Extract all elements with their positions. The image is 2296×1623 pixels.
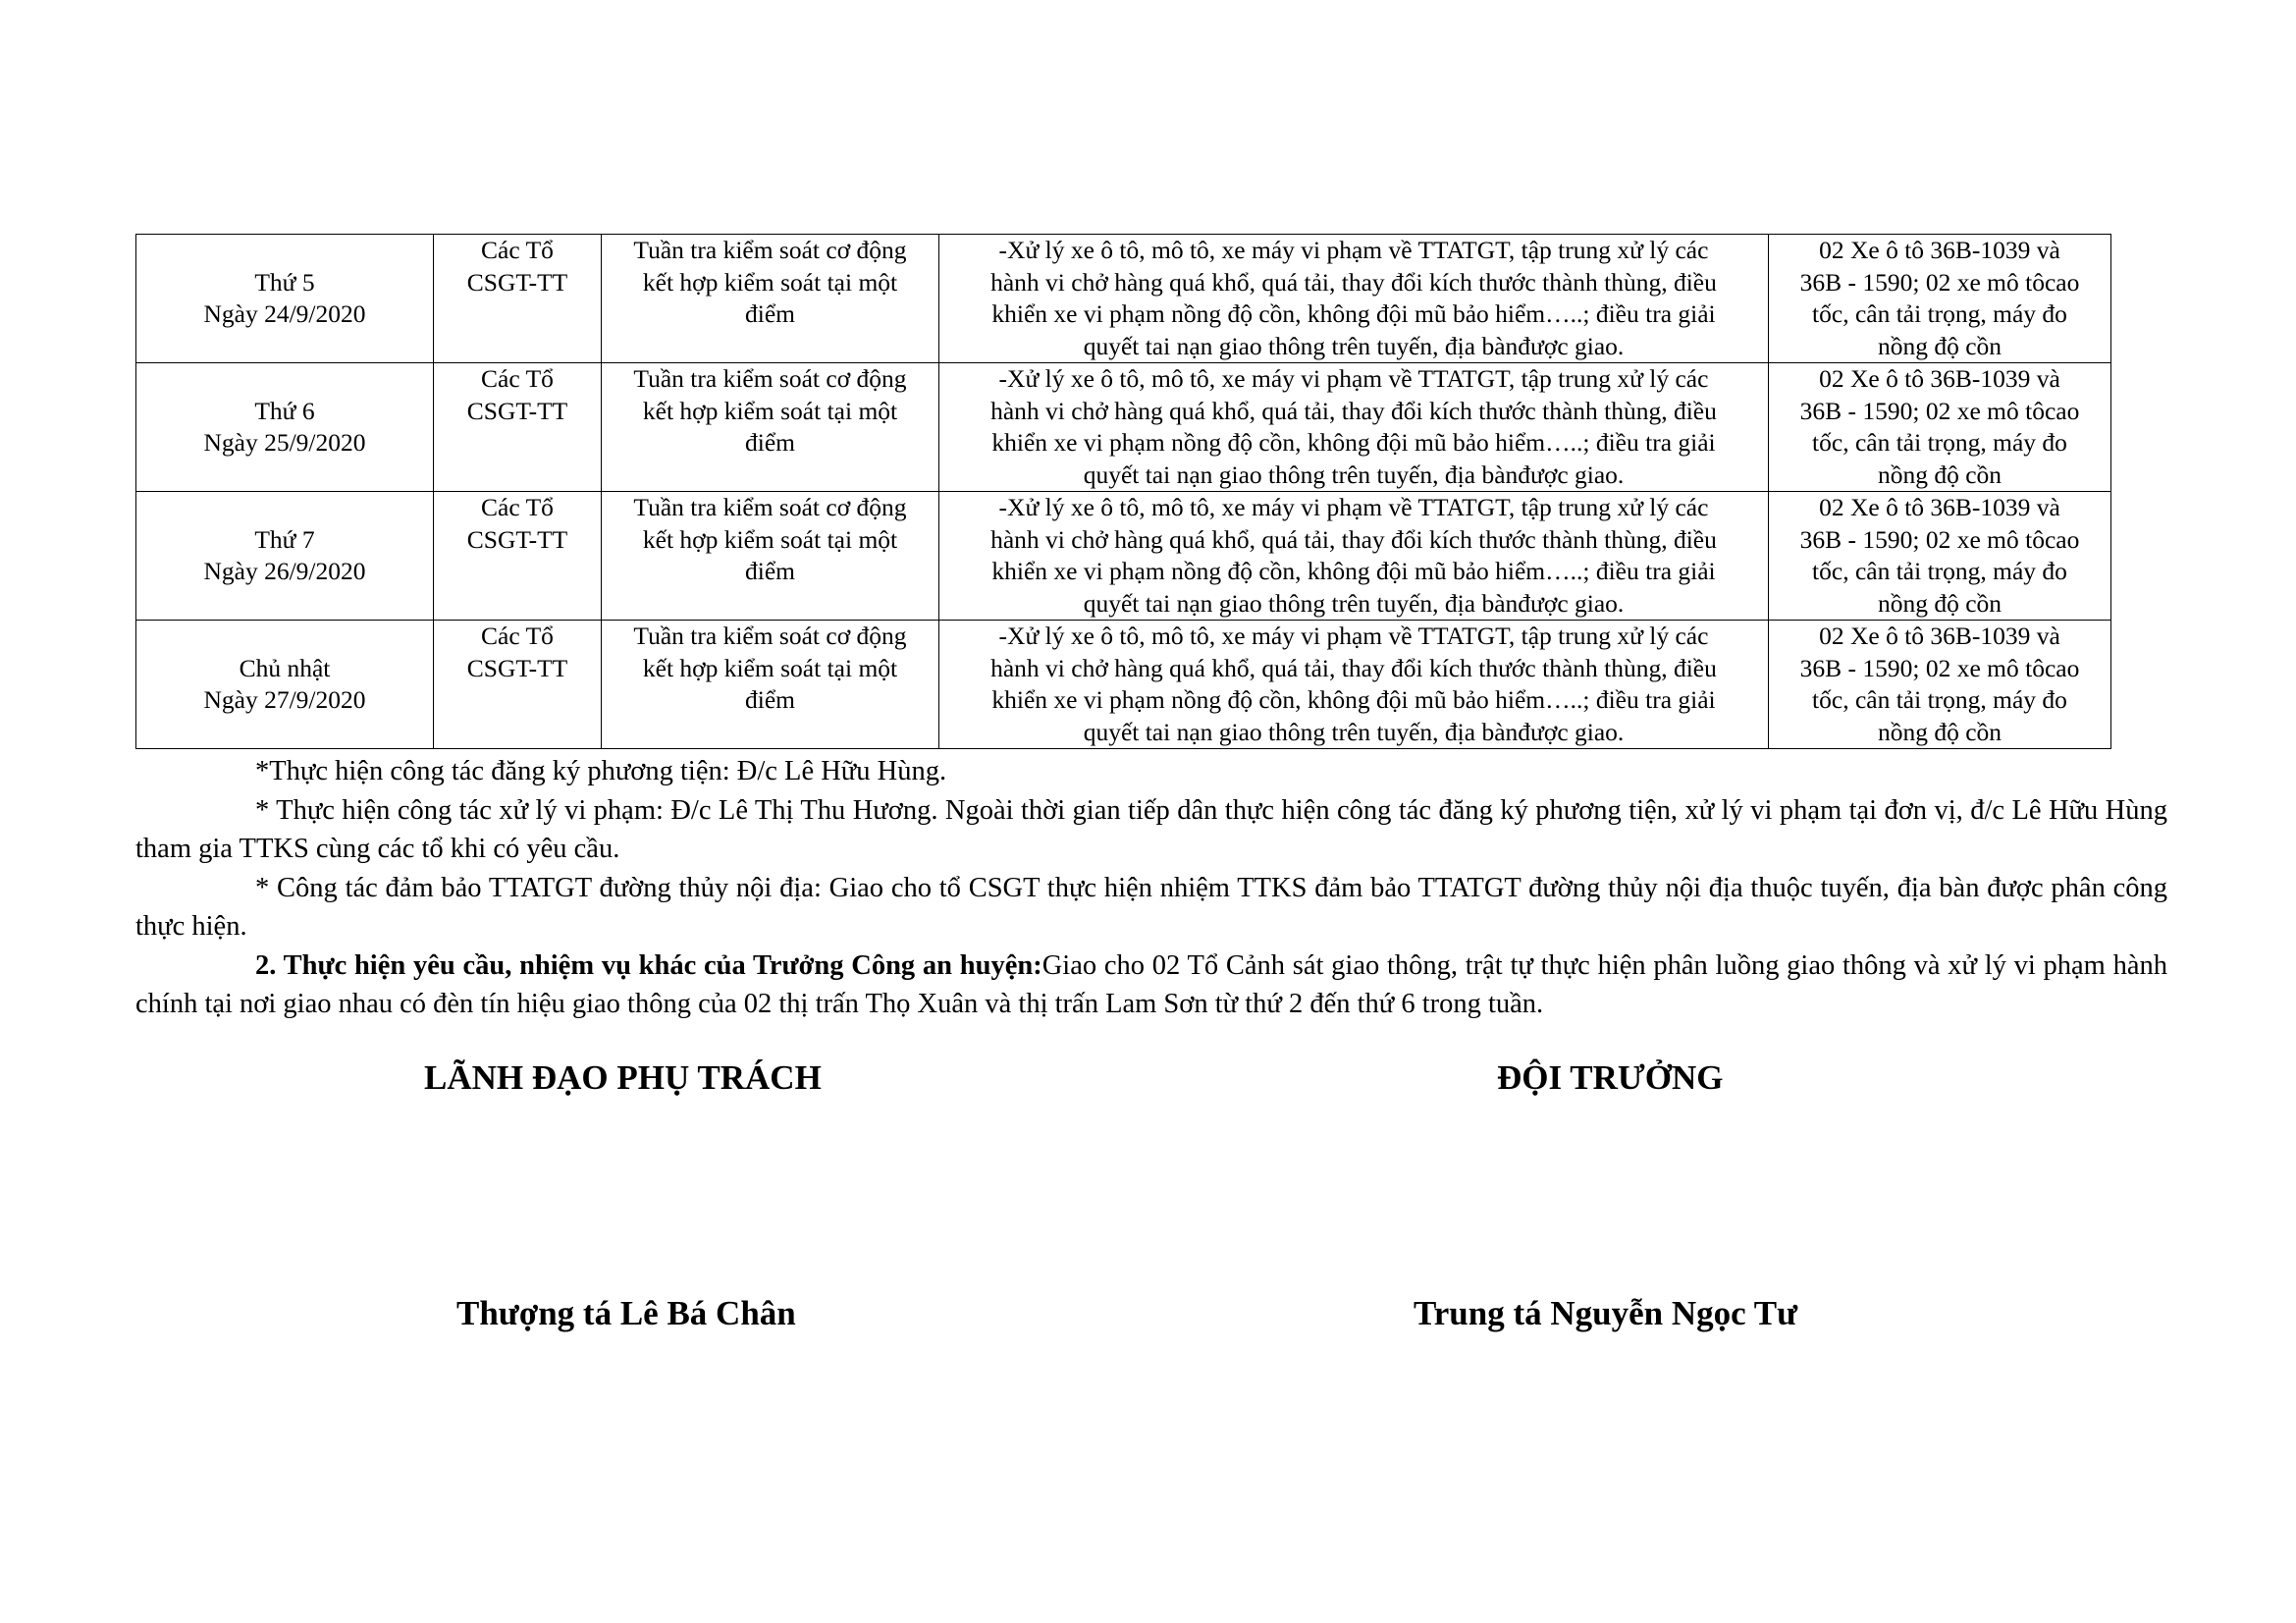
- content-cell: [939, 492, 1769, 621]
- unit-line: Các Tổ: [481, 236, 554, 264]
- table-row: [136, 363, 2111, 492]
- registration-note: *Thực hiện công tác đăng ký phương tiện: Đ/c Lê Hữu Hùng.: [255, 756, 947, 786]
- content-line: hành vi chở hàng quá khổ, quá tải, thay đổi kích thước thành thùng, điều: [990, 524, 1717, 554]
- table-row: [136, 235, 2111, 363]
- equipment-line: 02 Xe ô tô 36B-1039 và: [1819, 236, 2060, 264]
- content-line: -Xử lý xe ô tô, mô tô, xe máy vi phạm về TTATGT, tập trung xử lý các: [998, 364, 1709, 393]
- equipment-cell: [1769, 235, 2111, 363]
- form-line: điểm: [745, 428, 795, 457]
- equipment-line: 36B - 1590; 02 xe mô tôcao: [1799, 267, 2080, 297]
- form-cell: [602, 492, 939, 621]
- equipment-line: nồng độ cồn: [1877, 331, 2002, 360]
- notes-section: [135, 752, 2167, 1024]
- unit-line: CSGT-TT: [466, 524, 568, 554]
- date-label: Ngày 25/9/2020: [203, 428, 366, 457]
- unit-cell: [434, 235, 602, 363]
- day-cell: [136, 621, 434, 749]
- equipment-line: 02 Xe ô tô 36B-1039 và: [1819, 622, 2060, 650]
- equipment-line: tốc, cân tải trọng, máy đo: [1812, 299, 2067, 328]
- equipment-line: tốc, cân tải trọng, máy đo: [1812, 428, 2067, 457]
- content-line: -Xử lý xe ô tô, mô tô, xe máy vi phạm về TTATGT, tập trung xử lý các: [998, 493, 1709, 521]
- unit-line: CSGT-TT: [466, 267, 568, 297]
- content-line: -Xử lý xe ô tô, mô tô, xe máy vi phạm về TTATGT, tập trung xử lý các: [998, 622, 1709, 650]
- unit-cell: [434, 621, 602, 749]
- unit-line: CSGT-TT: [466, 653, 568, 682]
- date-label: Ngày 26/9/2020: [203, 557, 366, 585]
- unit-line: Các Tổ: [481, 364, 554, 393]
- table-row: [136, 492, 2111, 621]
- unit-cell: [434, 363, 602, 492]
- equipment-line: nồng độ cồn: [1877, 588, 2002, 618]
- form-line: kết hợp kiểm soát tại một: [642, 653, 898, 682]
- equipment-line: nồng độ cồn: [1877, 460, 2002, 489]
- form-line: Tuần tra kiểm soát cơ động: [633, 364, 907, 393]
- schedule-body: [136, 235, 2111, 749]
- day-label: Thứ 6: [254, 396, 315, 425]
- content-line: -Xử lý xe ô tô, mô tô, xe máy vi phạm về TTATGT, tập trung xử lý các: [998, 236, 1709, 264]
- equipment-cell: [1769, 621, 2111, 749]
- table-row: [136, 621, 2111, 749]
- date-label: Ngày 24/9/2020: [203, 299, 366, 328]
- section-2-paragraph: [135, 947, 2167, 1024]
- equipment-line: tốc, cân tải trọng, máy đo: [1812, 557, 2067, 585]
- content-line: quyết tai nạn giao thông trên tuyến, địa bànđược giao.: [1083, 588, 1625, 618]
- right-signature-title: ĐỘI TRƯỞNG: [1497, 1058, 1724, 1097]
- form-line: kết hợp kiểm soát tại một: [642, 396, 898, 425]
- day-label: Thứ 7: [254, 524, 315, 554]
- form-line: Tuần tra kiểm soát cơ động: [633, 236, 907, 264]
- content-line: quyết tai nạn giao thông trên tuyến, địa bànđược giao.: [1083, 460, 1625, 489]
- content-line: hành vi chở hàng quá khổ, quá tải, thay đổi kích thước thành thùng, điều: [990, 267, 1717, 297]
- form-line: Tuần tra kiểm soát cơ động: [633, 622, 907, 650]
- equipment-line: 02 Xe ô tô 36B-1039 và: [1819, 493, 2060, 521]
- equipment-line: 36B - 1590; 02 xe mô tôcao: [1799, 653, 2080, 682]
- violation-note: * Thực hiện công tác xử lý vi phạm: Đ/c Lê Thị Thu Hương. Ngoài thời gian tiếp dân thực hiện công tác đăng ký phương tiện, xử lý vi phạm tại đơn vị, đ/c Lê Hữu Hùng tham gia TTKS cùng các tổ khi có yêu cầu.: [135, 794, 2167, 864]
- equipment-cell: [1769, 492, 2111, 621]
- form-line: kết hợp kiểm soát tại một: [642, 267, 898, 297]
- left-signature-title: LÃNH ĐẠO PHỤ TRÁCH: [424, 1058, 822, 1097]
- schedule-table: [135, 234, 2111, 749]
- content-line: khiển xe vi phạm nồng độ cồn, không đội mũ bảo hiểm…..; điều tra giải: [991, 299, 1716, 328]
- content-line: khiển xe vi phạm nồng độ cồn, không đội mũ bảo hiểm…..; điều tra giải: [991, 685, 1716, 714]
- content-line: quyết tai nạn giao thông trên tuyến, địa bànđược giao.: [1083, 331, 1625, 360]
- content-cell: [939, 235, 1769, 363]
- content-cell: [939, 621, 1769, 749]
- content-line: hành vi chở hàng quá khổ, quá tải, thay đổi kích thước thành thùng, điều: [990, 396, 1717, 425]
- form-line: điểm: [745, 557, 795, 585]
- content-line: khiển xe vi phạm nồng độ cồn, không đội mũ bảo hiểm…..; điều tra giải: [991, 557, 1716, 585]
- form-cell: [602, 363, 939, 492]
- date-label: Ngày 27/9/2020: [203, 685, 366, 714]
- day-label: Thứ 5: [254, 267, 315, 297]
- section-2-body: Giao cho 02 Tổ Cảnh sát giao thông, trật tự thực hiện phân luồng giao thông và xử lý vi phạm hành chính tại nơi giao nhau có đèn tín hiệu giao thông của 02 thị trấn Thọ Xuân và thị trấn Lam Sơn từ thứ 2 đến thứ 6 trong tuần.: [135, 949, 2167, 1019]
- form-line: điểm: [745, 685, 795, 714]
- form-line: kết hợp kiểm soát tại một: [642, 524, 898, 554]
- left-signatory-name: Thượng tá Lê Bá Chân: [456, 1294, 796, 1332]
- day-cell: [136, 235, 434, 363]
- unit-line: CSGT-TT: [466, 396, 568, 425]
- equipment-line: tốc, cân tải trọng, máy đo: [1812, 685, 2067, 714]
- form-line: điểm: [745, 299, 795, 328]
- unit-cell: [434, 492, 602, 621]
- content-cell: [939, 363, 1769, 492]
- form-cell: [602, 621, 939, 749]
- waterway-note: * Công tác đảm bảo TTATGT đường thủy nội địa: Giao cho tổ CSGT thực hiện nhiệm TTKS đảm bảo TTATGT đường thủy nội địa thuộc tuyến, địa bàn được phân công thực hiện.: [135, 872, 2167, 942]
- content-line: hành vi chở hàng quá khổ, quá tải, thay đổi kích thước thành thùng, điều: [990, 653, 1717, 682]
- day-label: Chủ nhật: [239, 653, 331, 682]
- equipment-line: nồng độ cồn: [1877, 717, 2002, 746]
- content-line: khiển xe vi phạm nồng độ cồn, không đội mũ bảo hiểm…..; điều tra giải: [991, 428, 1716, 457]
- equipment-line: 02 Xe ô tô 36B-1039 và: [1819, 364, 2060, 393]
- right-signatory-name: Trung tá Nguyễn Ngọc Tư: [1414, 1294, 1798, 1332]
- day-cell: [136, 363, 434, 492]
- day-cell: [136, 492, 434, 621]
- form-line: Tuần tra kiểm soát cơ động: [633, 493, 907, 521]
- section-2-heading: 2. Thực hiện yêu cầu, nhiệm vụ khác của Trưởng Công an huyện:: [255, 949, 1042, 981]
- unit-line: Các Tổ: [481, 622, 554, 650]
- unit-line: Các Tổ: [481, 493, 554, 521]
- equipment-line: 36B - 1590; 02 xe mô tôcao: [1799, 396, 2080, 425]
- content-line: quyết tai nạn giao thông trên tuyến, địa bànđược giao.: [1083, 717, 1625, 746]
- equipment-cell: [1769, 363, 2111, 492]
- form-cell: [602, 235, 939, 363]
- equipment-line: 36B - 1590; 02 xe mô tôcao: [1799, 524, 2080, 554]
